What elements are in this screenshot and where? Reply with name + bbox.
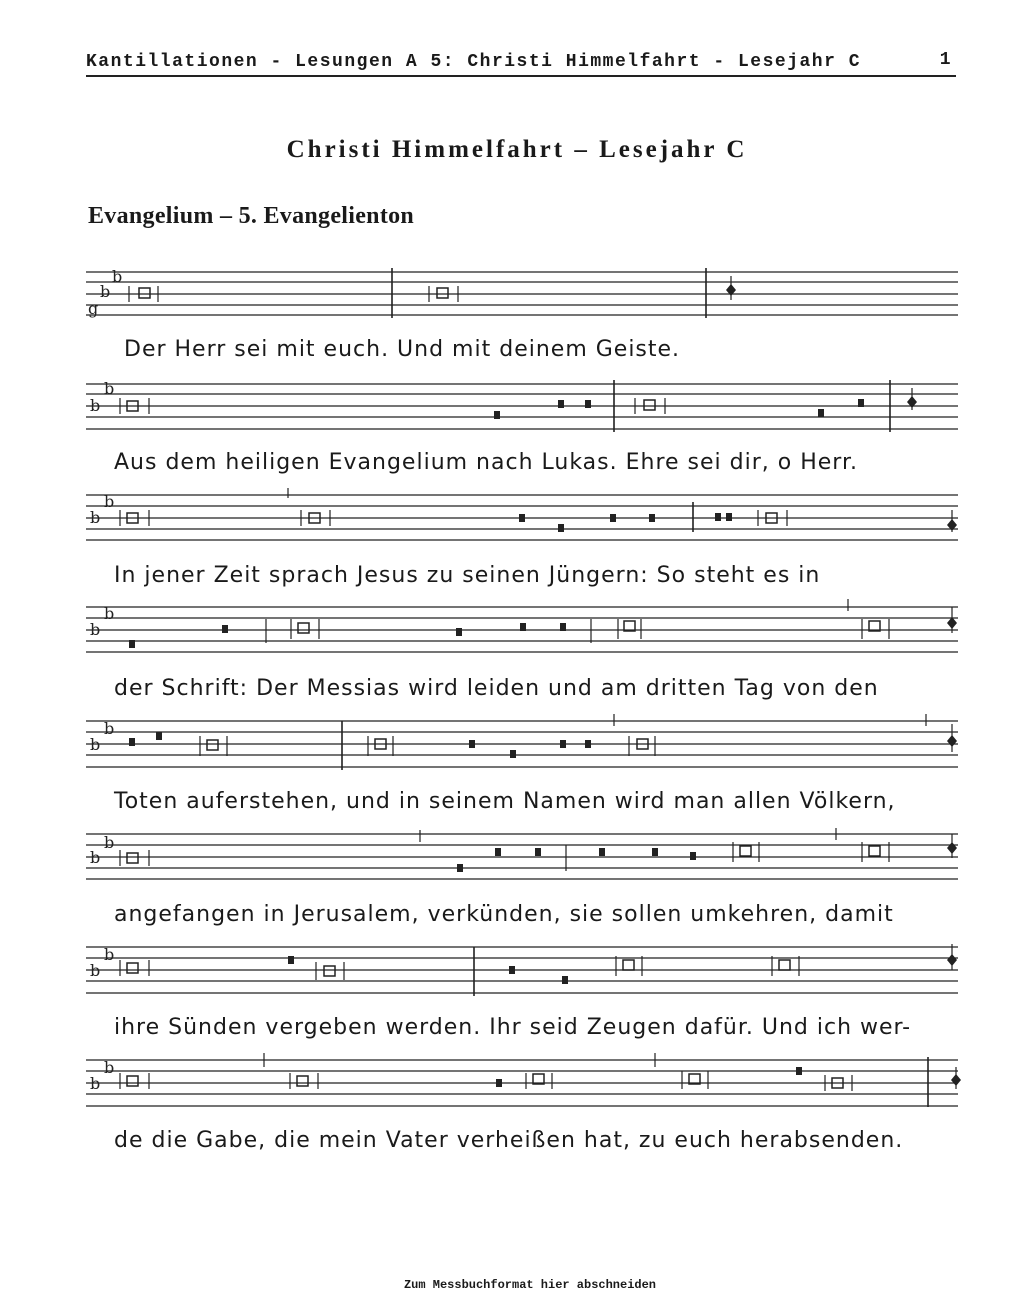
lyric-line-7: ihre Sünden vergeben werden. Ihr seid Zeugen dafür. Und ich wer- — [114, 1015, 912, 1040]
svg-text:b: b — [100, 282, 111, 301]
lyric-line-3: In jener Zeit sprach Jesus zu seinen Jüngern: So steht es in — [114, 563, 821, 588]
music-staff-8 — [86, 1053, 962, 1113]
music-staff-1 — [86, 262, 962, 322]
svg-text:b: b — [104, 379, 115, 398]
svg-text:b: b — [90, 508, 101, 527]
staff-notation — [86, 1053, 962, 1113]
staff-notation — [86, 262, 962, 322]
svg-text:b: b — [90, 735, 101, 754]
svg-text:b: b — [90, 848, 101, 867]
cut-line-note: Zum Messbuchformat hier abschneiden — [403, 1278, 657, 1292]
svg-text:b: b — [104, 833, 115, 852]
staff-notation — [86, 940, 962, 1000]
lyric-line-4: der Schrift: Der Messias wird leiden und am dritten Tag von den — [114, 676, 879, 701]
svg-text:b: b — [90, 620, 101, 639]
lyric-line-6: angefangen in Jerusalem, verkünden, sie sollen umkehren, damit — [114, 902, 894, 927]
running-title: Kantillationen - Lesungen A 5: Christi Himmelfahrt - Lesejahr C — [86, 52, 862, 72]
music-staff-6 — [86, 826, 962, 886]
page-number: 1 — [939, 50, 952, 70]
staff-notation — [86, 826, 962, 886]
staff-notation — [86, 712, 962, 772]
svg-text:b: b — [104, 604, 115, 623]
svg-text:b: b — [104, 719, 115, 738]
svg-text:b: b — [104, 1058, 115, 1077]
header-rule — [86, 75, 956, 77]
svg-text:g: g — [88, 299, 99, 318]
svg-text:b: b — [90, 396, 101, 415]
section-heading: Evangelium – 5. Evangelienton — [88, 203, 415, 229]
svg-text:b: b — [90, 961, 101, 980]
music-staff-4 — [86, 599, 962, 659]
staff-notation — [86, 488, 962, 548]
lyric-line-8: de die Gabe, die mein Vater verheißen hat, zu euch herabsenden. — [114, 1128, 904, 1153]
lyric-line-2: Aus dem heiligen Evangelium nach Lukas. Ehre sei dir, o Herr. — [114, 450, 858, 475]
lyric-line-5: Toten auferstehen, und in seinem Namen wird man allen Völkern, — [114, 789, 896, 814]
staff-notation — [86, 599, 962, 659]
lyric-line-1: Der Herr sei mit euch. Und mit deinem Geiste. — [124, 337, 681, 362]
svg-text:b: b — [90, 1074, 101, 1093]
running-header — [86, 50, 956, 74]
svg-text:b: b — [104, 492, 115, 511]
svg-text:b: b — [104, 945, 115, 964]
music-staff-5 — [86, 712, 962, 772]
svg-text:b: b — [112, 267, 123, 286]
music-staff-7 — [86, 940, 962, 1000]
music-staff-2 — [86, 374, 962, 434]
music-staff-3 — [86, 488, 962, 548]
page-title: Christi Himmelfahrt – Lesejahr C — [286, 136, 748, 163]
staff-notation — [86, 374, 962, 434]
